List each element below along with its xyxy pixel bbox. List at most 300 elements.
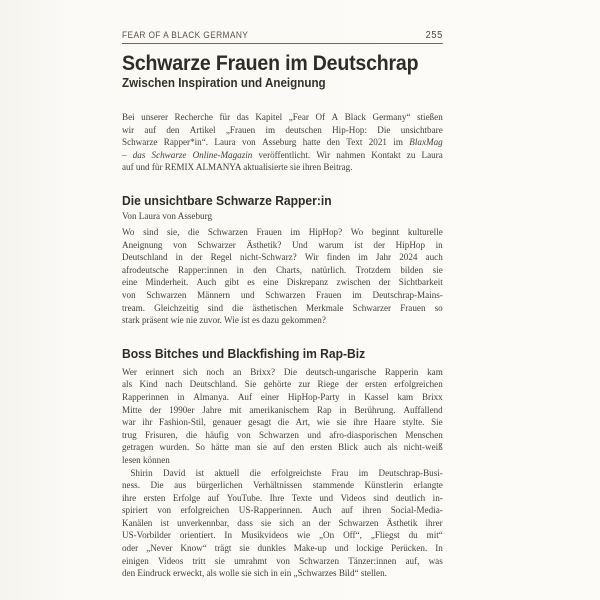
word: Shirin — [130, 467, 153, 479]
word: von — [157, 505, 172, 517]
word: wir — [122, 124, 135, 136]
word: ist — [160, 517, 170, 529]
word: Gleichzeitig — [154, 302, 199, 314]
word: bürgerlichen — [196, 480, 243, 492]
body-line — [122, 543, 443, 556]
word: sich — [182, 366, 198, 378]
intro-paragraph — [122, 112, 443, 175]
word: von — [173, 239, 187, 251]
word: der — [378, 277, 391, 289]
word: ästhetischen — [252, 302, 297, 314]
word: kam — [397, 391, 414, 403]
word: getragen — [122, 442, 154, 454]
word: gibt — [224, 277, 239, 289]
word: sich — [279, 517, 294, 529]
word: natürlich. — [311, 264, 347, 276]
word: eine — [122, 277, 138, 289]
word: „Never — [146, 543, 173, 555]
word: häufig — [205, 429, 229, 441]
word: Musikvideos — [240, 530, 289, 542]
word: Sichtbarkeit — [398, 277, 443, 289]
article-section — [122, 193, 443, 328]
word: Männern — [197, 289, 231, 301]
word: sie — [256, 442, 267, 454]
word: erfolgreichen — [394, 379, 443, 391]
word: Frisuren, — [144, 429, 178, 441]
word: Auf — [237, 391, 253, 403]
word: Brixx? — [250, 366, 276, 378]
word: von — [236, 429, 251, 441]
word: Die — [150, 480, 164, 492]
word: Bei — [122, 112, 135, 124]
word: der — [318, 517, 331, 529]
word: auch — [425, 252, 443, 264]
word: Frauen — [256, 227, 282, 239]
word: Jahre — [202, 404, 222, 416]
word: Text — [346, 137, 363, 149]
word: auf — [144, 124, 157, 136]
word: Frauen — [400, 302, 426, 314]
body-line — [122, 392, 443, 405]
word: an — [232, 366, 242, 378]
word: beginnt — [371, 227, 400, 239]
word: David — [162, 467, 186, 479]
word: Recherche — [174, 112, 213, 124]
word: 2024 — [399, 252, 418, 264]
word: US-Rapperinnen. — [238, 505, 303, 517]
word: in- — [432, 492, 443, 504]
word: nicht-Schwarz? — [240, 252, 297, 264]
word: deutsch-ungarische — [305, 366, 377, 378]
body-line — [122, 568, 443, 581]
word: Die — [283, 366, 297, 378]
word: sie — [214, 555, 225, 567]
word: umrahmt — [234, 555, 268, 567]
body-line — [122, 137, 443, 150]
word: Diskrepanz — [286, 277, 329, 289]
word: amerikanischem — [249, 404, 310, 416]
word: kam — [427, 366, 443, 378]
word: sie — [432, 264, 443, 276]
word: mit“ — [426, 530, 443, 542]
article-sections — [122, 193, 443, 581]
word: Kanälen — [122, 517, 153, 529]
word: finden — [326, 252, 351, 264]
word: von — [242, 137, 256, 149]
word: 1990er — [169, 404, 195, 416]
word: Germany“ — [372, 112, 411, 124]
word: von — [276, 555, 290, 567]
word: Deutschrap-Busi- — [378, 467, 443, 479]
word: oder — [122, 543, 139, 555]
word: Know“ — [180, 543, 207, 555]
word: sind — [207, 302, 224, 314]
word: veröffentlicht. — [258, 149, 311, 161]
word: Deutschrap-Mains- — [372, 289, 443, 301]
word: unsichtbare — [400, 124, 443, 136]
word: war — [122, 417, 136, 429]
body-line — [122, 252, 443, 265]
header-rule — [122, 43, 443, 44]
article-subtitle: Zwischen Inspiration und Aneignung — [122, 76, 326, 91]
article-title: Schwarze Frauen im Deutschrap — [122, 52, 419, 75]
word: gesagt — [247, 417, 272, 429]
word: bilden — [400, 264, 424, 276]
body-line — [122, 556, 443, 569]
word: ihren — [362, 505, 382, 517]
word: Of — [315, 112, 326, 124]
word: afro-diasporischen — [329, 429, 398, 441]
word: einigen — [122, 555, 149, 567]
word: der — [149, 404, 162, 416]
word: kulturelle — [407, 227, 443, 239]
body-line — [122, 442, 443, 455]
word: Rapper*in“. — [163, 137, 209, 149]
word: wurden. — [159, 442, 190, 454]
word: Wir — [304, 252, 319, 264]
word: Die — [377, 124, 391, 136]
word: Videos — [158, 555, 184, 567]
body-line — [122, 277, 443, 290]
word: Schwarzer — [197, 239, 236, 251]
word: im — [352, 289, 362, 301]
word: Frauen — [316, 289, 342, 301]
word: Jahr — [375, 252, 392, 264]
word: trug — [122, 429, 137, 441]
word: Schwarzen — [258, 429, 299, 441]
word: was — [428, 555, 443, 567]
word: Schwarzen — [265, 289, 306, 301]
word: in — [236, 264, 244, 276]
word: im — [290, 227, 301, 239]
word: im — [358, 467, 369, 479]
word: Aneignung — [122, 239, 163, 251]
body-line — [122, 162, 443, 175]
word: ist — [195, 467, 205, 479]
word: Almanya. — [193, 391, 230, 403]
word: Berührung. — [354, 404, 396, 416]
word: sie — [261, 517, 272, 529]
word: auf, — [405, 555, 420, 567]
text-column — [122, 0, 443, 581]
word: an — [302, 517, 311, 529]
word: Wo — [350, 227, 364, 239]
section-heading: Boss Bitches und Blackfishing im Rap-Biz — [122, 345, 366, 361]
running-head-row — [122, 0, 443, 41]
word: als — [122, 379, 133, 391]
word: noch — [206, 366, 225, 378]
body-line — [122, 530, 443, 543]
word: ihr — [142, 417, 153, 429]
text-run: auf und für REMIX ALMANYA aktualisierte sie ihren Beitrag. — [122, 162, 353, 174]
word: Laura — [214, 137, 236, 149]
word: Art, — [295, 417, 311, 429]
word: erlangte — [413, 480, 443, 492]
word: nach — [165, 379, 183, 391]
word: den — [290, 442, 305, 454]
word: „Fliegst — [370, 530, 400, 542]
word: Schwarze — [151, 149, 187, 161]
word: Asseburg — [262, 137, 297, 149]
word: HipHop-Party — [287, 391, 340, 403]
body-line — [122, 518, 443, 531]
word: in — [348, 391, 356, 403]
page-number: 255 — [425, 30, 443, 41]
word: aus — [174, 480, 187, 492]
word: in — [175, 252, 183, 264]
word: sind — [373, 492, 389, 504]
word: Auffallend — [403, 404, 443, 416]
word: einer — [260, 391, 280, 403]
word: auf — [273, 442, 285, 454]
word: hatte — [302, 137, 321, 149]
word: sie — [336, 417, 347, 429]
word: das — [236, 112, 249, 124]
text-run: lesen können — [122, 454, 170, 466]
word: Schwarzen — [146, 289, 187, 301]
word: nahmen — [336, 149, 366, 161]
word: warum — [318, 239, 344, 251]
paragraph — [122, 468, 443, 581]
word: und — [240, 289, 255, 301]
word: Artikel — [189, 124, 216, 136]
word: – — [122, 149, 127, 161]
word: ersten — [310, 442, 333, 454]
word: HipHop — [395, 239, 426, 251]
word: orientiert. — [179, 530, 216, 542]
word: Erfolge — [172, 492, 201, 504]
body-line — [122, 150, 443, 163]
word: mit — [229, 404, 242, 416]
body-line — [122, 455, 443, 468]
word: spiriert — [122, 505, 148, 517]
word: Rapperin — [384, 366, 419, 378]
word: der — [190, 252, 203, 264]
word: Riege — [317, 379, 339, 391]
word: im — [265, 124, 276, 136]
word: den — [253, 264, 267, 276]
word: Texte — [291, 492, 312, 504]
word: Schwarze — [122, 137, 158, 149]
word: aktuell — [214, 467, 240, 479]
word: erfolgreichste — [271, 467, 322, 479]
body-line — [122, 505, 443, 518]
word: der — [373, 239, 386, 251]
body-line — [122, 265, 443, 278]
word: auf — [341, 505, 353, 517]
word: im — [358, 252, 368, 264]
word: Rapper:innen — [178, 264, 228, 276]
body-line — [122, 303, 443, 316]
word: ist — [354, 239, 363, 251]
word: Videos — [340, 492, 366, 504]
word: Haare — [374, 417, 396, 429]
word: Schwarzer — [352, 302, 392, 314]
word: und — [307, 429, 321, 441]
word: erfolgreichen — [180, 505, 230, 517]
word: ersten — [143, 492, 166, 504]
word: „Frauen — [225, 124, 256, 136]
word: den — [326, 137, 340, 149]
word: man — [234, 442, 251, 454]
word: In — [224, 530, 233, 542]
word: Off“, — [343, 530, 362, 542]
word: eine — [263, 277, 279, 289]
word: stießen — [416, 112, 443, 124]
body-line — [122, 417, 443, 430]
word: Blick — [338, 442, 358, 454]
word: HipHop? — [308, 227, 343, 239]
word: In — [435, 543, 443, 555]
word: deutlich — [395, 492, 426, 504]
word: Schwarzen — [338, 517, 379, 529]
word: Wer — [122, 366, 137, 378]
body-line — [122, 367, 443, 380]
word: Schwarzen — [299, 555, 340, 567]
word: Social-Media- — [390, 505, 443, 517]
word: Künstlerin — [364, 480, 404, 492]
word: dass — [237, 517, 253, 529]
word: tritt — [192, 555, 206, 567]
word: unverkennbar, — [177, 517, 230, 529]
word: Frau — [331, 467, 349, 479]
word: sie, — [166, 227, 180, 239]
word: So — [195, 442, 205, 454]
word: Ästhetik? — [246, 239, 282, 251]
body-line — [122, 405, 443, 418]
word: die — [232, 302, 244, 314]
word: erinnert — [145, 366, 175, 378]
word: auch — [364, 442, 382, 454]
word: Black — [344, 112, 366, 124]
section-heading: Die unsichtbare Schwarze Rapper:in — [122, 193, 332, 209]
word: BlaxMag — [409, 137, 443, 149]
word: Charts, — [275, 264, 303, 276]
word: US-Vorbilder — [122, 530, 171, 542]
word: und — [319, 492, 334, 504]
word: Ihre — [269, 492, 285, 504]
word: Kapitel — [255, 112, 283, 124]
word: Wo — [122, 227, 135, 239]
body-line — [122, 468, 443, 481]
word: zu — [406, 149, 416, 161]
word: im — [393, 137, 403, 149]
word: die — [185, 429, 198, 441]
word: von — [122, 289, 136, 301]
word: sind — [143, 227, 159, 239]
word: ihre — [353, 417, 368, 429]
text-run: den Eindruck erweckt, als wolle sie sich in ein „Schwarzes Bild“ stellen. — [122, 568, 387, 580]
word: unserer — [141, 112, 169, 124]
word: Mitte — [122, 404, 142, 416]
word: Online-Magazin — [192, 149, 253, 161]
body-line — [122, 112, 443, 125]
word: Kontakt — [371, 149, 401, 161]
word: Perücken. — [391, 543, 428, 555]
word: wie — [296, 530, 311, 542]
word: Deutschland. — [189, 379, 238, 391]
word: Fashion-Stil, — [159, 417, 206, 429]
word: Tänzer:innen — [348, 555, 397, 567]
word: Hip-Hop: — [332, 124, 368, 136]
word: die — [249, 467, 261, 479]
word: gehörte — [263, 379, 292, 391]
word: ersten — [365, 379, 387, 391]
word: stammende — [312, 480, 355, 492]
word: für — [219, 112, 231, 124]
word: Kassel — [364, 391, 389, 403]
word: Ästhetik — [386, 517, 418, 529]
body-line — [122, 430, 443, 443]
word: der — [346, 379, 358, 391]
word: die — [188, 227, 200, 239]
word: zur — [298, 379, 311, 391]
word: 2021 — [368, 137, 387, 149]
word: trägt — [214, 543, 232, 555]
word: ness. — [122, 480, 140, 492]
word: Auch — [311, 505, 332, 517]
word: Menschen — [405, 429, 443, 441]
word: es — [247, 277, 255, 289]
word: Deutschland — [122, 252, 168, 264]
word: das — [132, 149, 146, 161]
word: und — [334, 543, 349, 555]
word: deutschen — [285, 124, 322, 136]
word: afrodeutsche — [122, 264, 169, 276]
word: tream. — [122, 302, 146, 314]
word: Wir — [316, 149, 331, 161]
body-line — [122, 125, 443, 138]
running-header: FEAR OF A BLACK GERMANY — [122, 30, 249, 40]
word: A — [331, 112, 339, 124]
body-line — [122, 493, 443, 506]
word: „Fear — [288, 112, 309, 124]
word: so — [434, 302, 443, 314]
text-run: stark präsent wie nie zuvor. Wie ist es dazu gekommen? — [122, 315, 326, 327]
word: zwischen — [336, 277, 371, 289]
word: Merkmale — [306, 302, 344, 314]
word: „On — [319, 530, 335, 542]
word: ihre — [122, 492, 137, 504]
body-line — [122, 290, 443, 303]
word: den — [166, 124, 180, 136]
word: Brixx — [421, 391, 443, 403]
word: genauer — [212, 417, 242, 429]
word: in — [177, 391, 185, 403]
word: wie — [316, 417, 330, 429]
word: lockige — [356, 543, 384, 555]
word: Kind — [139, 379, 158, 391]
section-byline: Von Laura von Asseburg — [122, 211, 213, 223]
body-line — [122, 480, 443, 493]
word: Und — [291, 239, 308, 251]
word: als — [387, 442, 398, 454]
article-section — [122, 346, 443, 581]
word: du — [408, 530, 418, 542]
body-line — [122, 379, 443, 392]
word: Sie — [244, 379, 257, 391]
word: Laura — [421, 149, 443, 161]
body-line — [122, 227, 443, 240]
word: Auch — [196, 277, 217, 289]
word: stylte. — [402, 417, 425, 429]
word: in — [339, 404, 347, 416]
word: nicht-weiß — [403, 442, 443, 454]
word: Rapperinnen — [122, 391, 169, 403]
word: sie — [239, 543, 250, 555]
word: Minderheit. — [145, 277, 189, 289]
word: hätte — [211, 442, 229, 454]
